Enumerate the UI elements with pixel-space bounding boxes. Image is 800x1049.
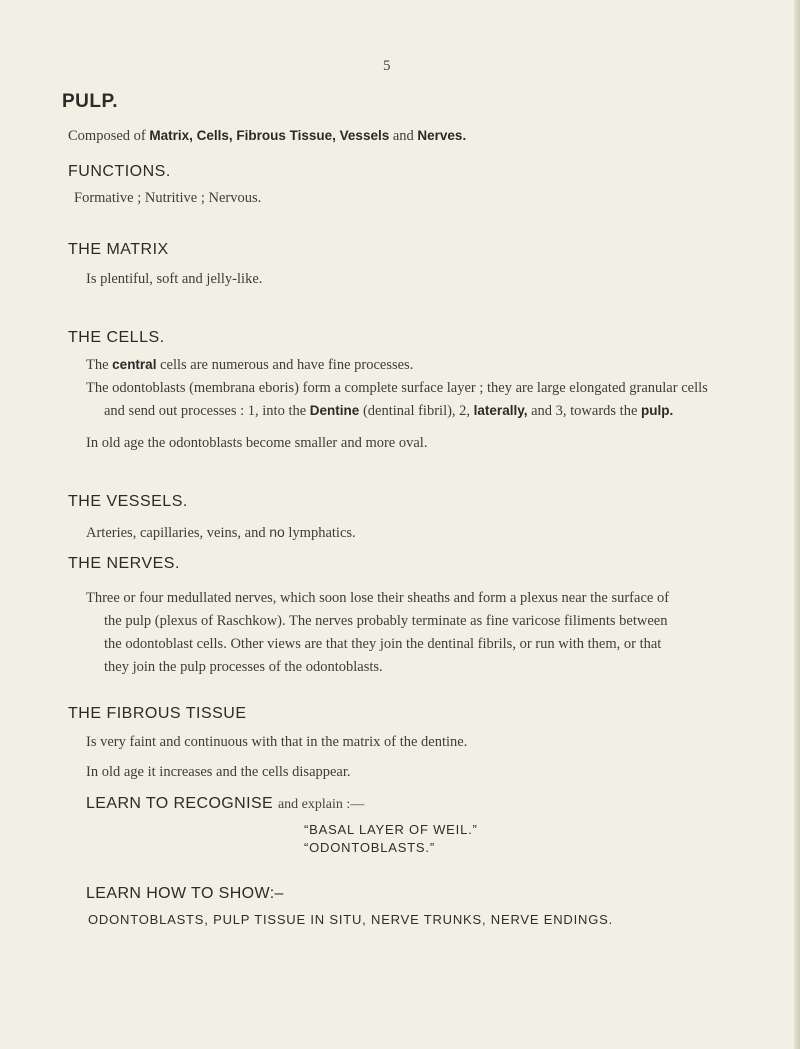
fibrous-tissue-heading: THE FIBROUS TISSUE bbox=[68, 705, 247, 722]
functions-text: Formative ; Nutritive ; Nervous. bbox=[74, 190, 262, 206]
vessels-text bbox=[86, 524, 356, 542]
matrix-heading: THE MATRIX bbox=[68, 241, 169, 258]
learn-to-recognise-heading bbox=[86, 795, 364, 813]
page-number: 5 bbox=[383, 58, 391, 74]
recognise-heading-text: LEARN TO RECOGNISE bbox=[86, 795, 274, 812]
matrix-text: Is plentiful, soft and jelly-like. bbox=[86, 271, 263, 287]
cells-p2-c: and 3, towards the bbox=[527, 403, 642, 419]
nerves-heading: THE NERVES. bbox=[68, 555, 180, 572]
cells-heading: THE CELLS. bbox=[68, 329, 165, 346]
vessels-text-no: no bbox=[269, 524, 285, 540]
nerves-line-1: Three or four medullated nerves, which soon lose their sheaths and form a plexus near the surface of bbox=[86, 590, 670, 606]
vessels-text-before: Arteries, capillaries, veins, and bbox=[86, 525, 270, 541]
functions-heading: FUNCTIONS. bbox=[68, 163, 171, 180]
nerves-line-3: the odontoblast cells. Other views are that they join the dentinal fibrils, or run with them, or that bbox=[104, 636, 662, 652]
cells-p1-bold: central bbox=[112, 357, 157, 372]
pulp-heading: PULP. bbox=[62, 91, 119, 112]
cells-p2-a: and send out processes : 1, into the bbox=[104, 403, 310, 419]
recognise-item-1: “BASAL LAYER OF WEIL.” bbox=[304, 822, 478, 837]
cells-paragraph-2-line-1: The odontoblasts (membrana eboris) form a complete surface layer ; they are large elongated granular cells bbox=[86, 380, 708, 396]
cells-paragraph-3: In old age the odontoblasts become smaller and more oval. bbox=[86, 435, 428, 451]
vessels-heading: THE VESSELS. bbox=[68, 493, 188, 510]
cells-p2-pulp: pulp. bbox=[641, 403, 674, 418]
pulp-composition-text bbox=[68, 128, 466, 145]
recognise-item-2: “ODONTOBLASTS.” bbox=[304, 840, 435, 855]
cells-paragraph-2-line-2 bbox=[104, 403, 673, 420]
show-items: ODONTOBLASTS, PULP TISSUE IN SITU, NERVE TRUNKS, NERVE ENDINGS. bbox=[88, 912, 614, 927]
cells-p2-dentine: Dentine bbox=[309, 403, 360, 418]
cells-p1-before: The bbox=[86, 357, 113, 373]
pulp-components: Matrix, Cells, Fibrous Tissue, Vessels bbox=[149, 128, 390, 143]
recognise-suffix: and explain :— bbox=[277, 797, 365, 812]
nerves-line-4: they join the pulp processes of the odontoblasts. bbox=[104, 659, 383, 675]
cells-paragraph-1 bbox=[86, 357, 413, 374]
page-edge-shadow bbox=[794, 0, 800, 1049]
cells-p2-b: (dentinal fibril), 2, bbox=[359, 403, 474, 419]
learn-how-to-show-heading: LEARN HOW TO SHOW:– bbox=[86, 885, 284, 902]
pulp-nerves: Nerves. bbox=[417, 128, 467, 143]
cells-p1-after: cells are numerous and have fine processes. bbox=[156, 357, 414, 373]
fibrous-tissue-text-1: Is very faint and continuous with that in the matrix of the dentine. bbox=[86, 734, 468, 750]
fibrous-tissue-text-2: In old age it increases and the cells disappear. bbox=[86, 764, 351, 780]
pulp-text-before: Composed of bbox=[68, 128, 150, 144]
cells-p2-laterally: laterally, bbox=[473, 403, 528, 418]
vessels-text-after: lymphatics. bbox=[284, 525, 356, 541]
pulp-text-and: and bbox=[389, 128, 418, 144]
nerves-line-2: the pulp (plexus of Raschkow). The nerves probably terminate as fine varicose filiments between bbox=[104, 613, 668, 629]
